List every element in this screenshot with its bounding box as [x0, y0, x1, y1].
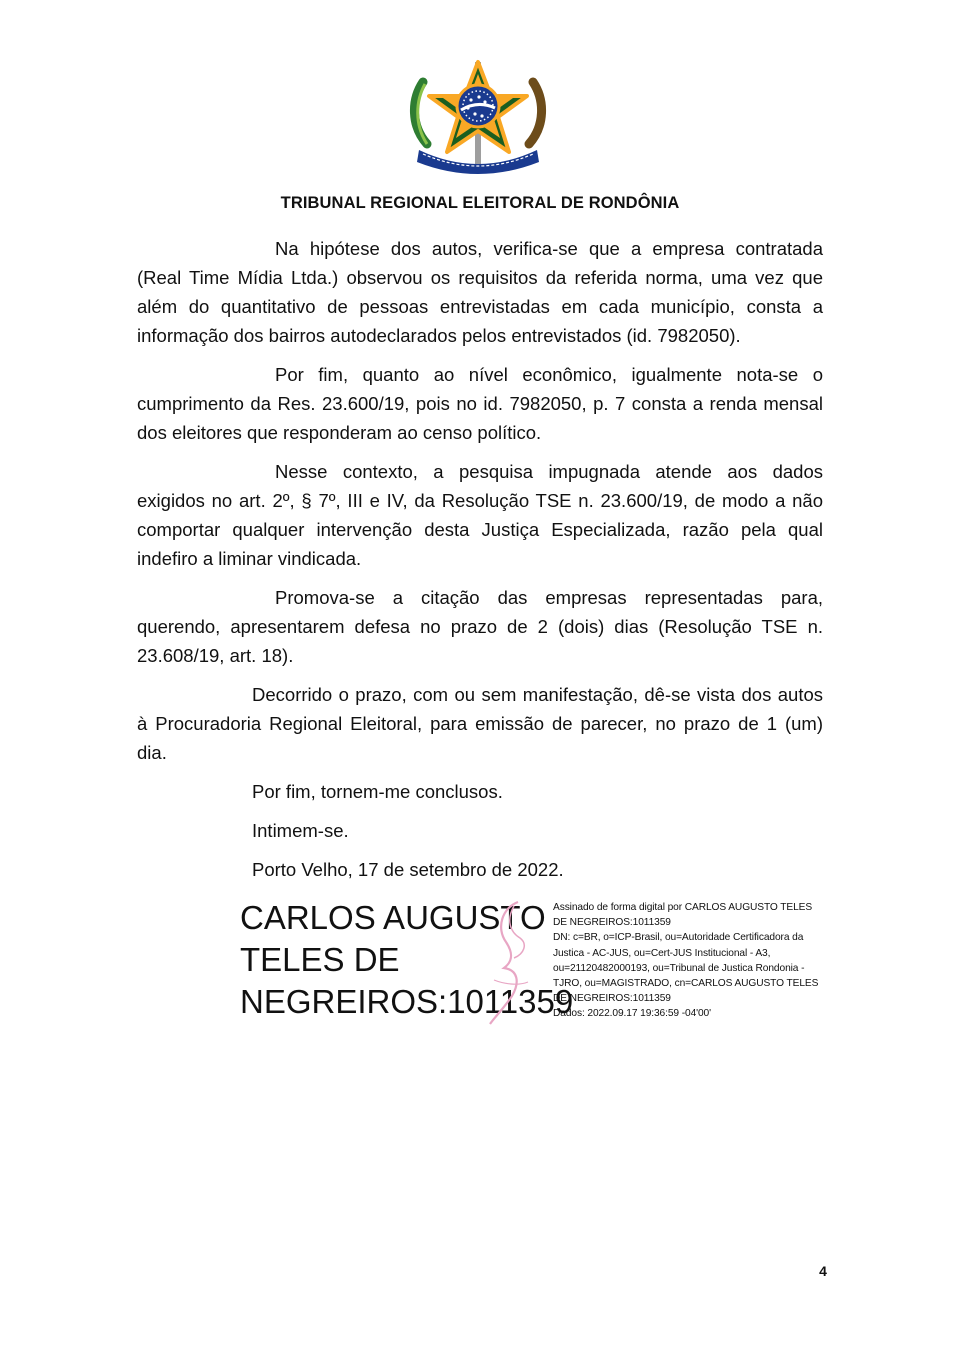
paragraph: Intimem-se.	[252, 820, 349, 841]
paragraph: Por fim, quanto ao nível econômico, igualmente nota-se o cumprimento da Res. 23.600/19, pois no id. 7982050, p. 7 consta a renda mensal dos eleitores que responderam ao censo político.	[137, 364, 823, 443]
certificate-line: DE NEGREIROS:1011359	[553, 993, 671, 1005]
signer-name-line: TELES DE	[240, 941, 400, 978]
paragraph: Promova-se a citação das empresas representadas para, querendo, apresentarem defesa no prazo de 2 (dois) dias (Resolução TSE n. 23.608/19, art. 18).	[137, 587, 823, 666]
certificate-line: Dados: 2022.09.17 19:36:59 -04'00'	[553, 1008, 711, 1020]
certificate-line: DE NEGREIROS:1011359	[553, 917, 671, 929]
court-title: TRIBUNAL REGIONAL ELEITORAL DE RONDÔNIA	[280, 194, 680, 212]
signer-name-line: NEGREIROS:1011359	[240, 983, 574, 1020]
certificate-line: TJRO, ou=MAGISTRADO, cn=CARLOS AUGUSTO TELES	[553, 978, 819, 990]
paragraph: Nesse contexto, a pesquisa impugnada atende aos dados exigidos no art. 2º, § 7º, III e IV, da Resolução TSE n. 23.600/19, de modo a não comportar qualquer intervenção desta Justiça Especializada, razão pela qual indefiro a liminar vindicada.	[137, 461, 823, 569]
certificate-line: Assinado de forma digital por CARLOS AUGUSTO TELES	[553, 902, 813, 913]
paragraph: Por fim, tornem-me conclusos.	[252, 781, 503, 802]
brazil-coat-of-arms-icon	[405, 56, 551, 174]
certificate-line: DN: c=BR, o=ICP-Brasil, ou=Autoridade Certificadora da	[553, 932, 804, 944]
page-number: 4	[819, 1263, 827, 1279]
certificate-line: Justica - AC-JUS, ou=Cert-JUS Institucional - A3,	[553, 947, 771, 959]
date-line: Porto Velho, 17 de setembro de 2022.	[252, 859, 564, 880]
signer-name-line: CARLOS AUGUSTO	[240, 899, 546, 936]
digital-signature-stamp-icon	[484, 898, 534, 1028]
signature-certificate-details	[553, 900, 863, 1022]
paragraph: Decorrido o prazo, com ou sem manifestação, dê-se vista dos autos à Procuradoria Regional Eleitoral, para emissão de parecer, no prazo de 1 (um) dia.	[137, 684, 823, 763]
certificate-line: ou=21120482000193, ou=Tribunal de Justica Rondonia -	[553, 962, 805, 974]
decision-body	[137, 234, 823, 894]
paragraph: Na hipótese dos autos, verifica-se que a empresa contratada (Real Time Mídia Ltda.) observou os requisitos da referida norma, uma vez que além do quantitativo de pessoas entrevistadas em cada município, consta a informação dos bairros autodeclarados pelos entrevistados (id. 7982050).	[137, 238, 823, 346]
